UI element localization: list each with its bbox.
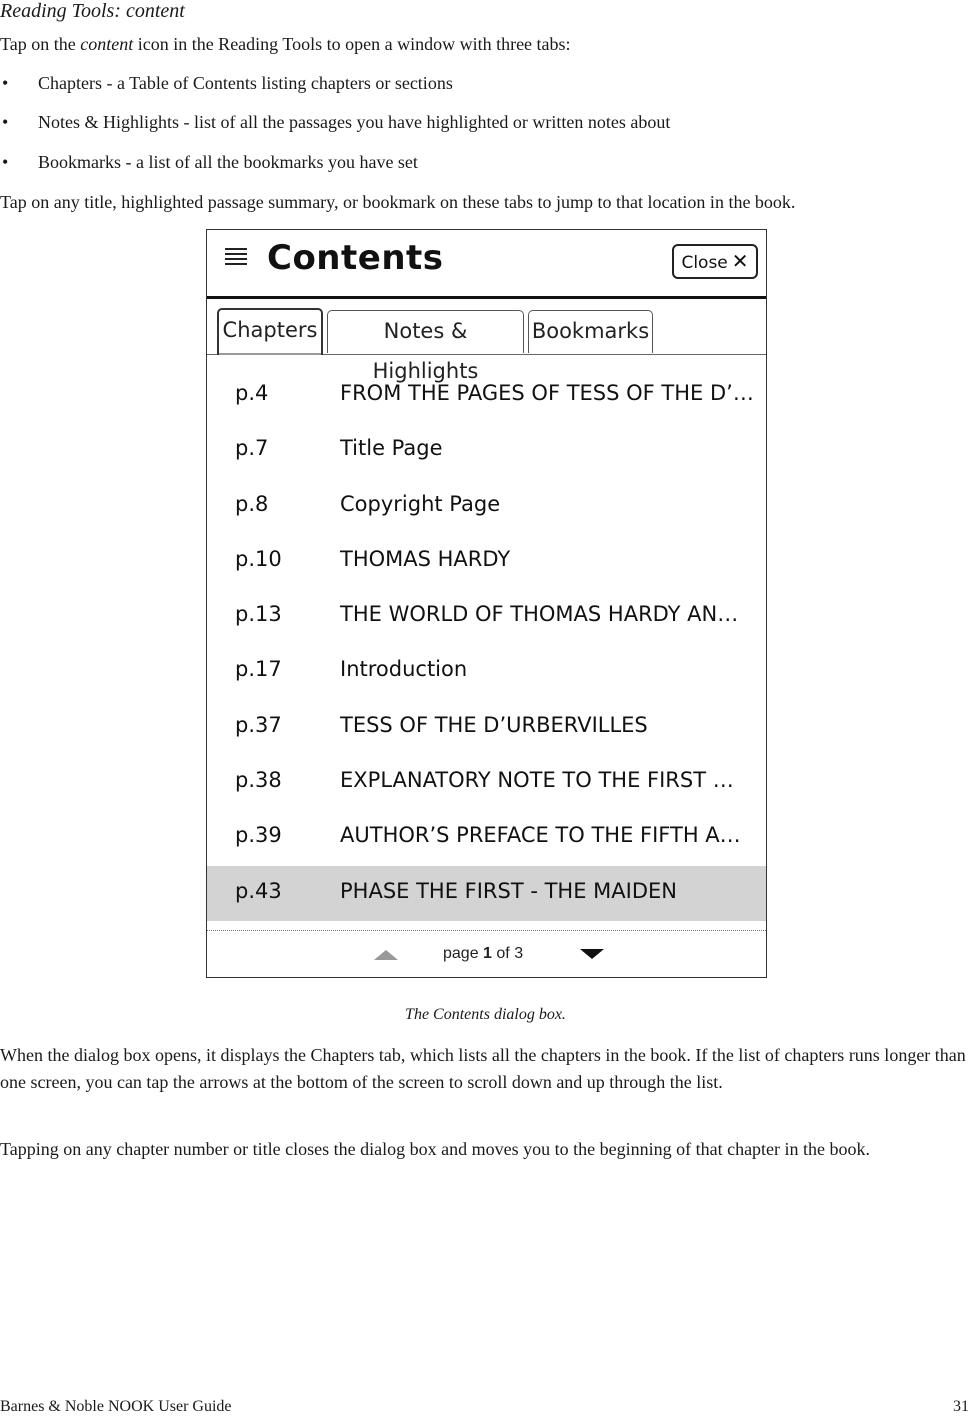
footer-guide-title: Barnes & Noble NOOK User Guide: [0, 1398, 232, 1415]
page-up-arrow-icon[interactable]: [374, 950, 398, 960]
chapter-page: p.39: [235, 823, 282, 848]
footer-page-number: 31: [953, 1398, 969, 1415]
chapter-page: p.8: [235, 491, 269, 516]
chapter-title: AUTHOR’S PREFACE TO THE FIFTH A…: [340, 823, 741, 848]
close-icon: ✕: [731, 249, 749, 273]
chapter-row[interactable]: [207, 589, 766, 644]
intro-after: icon in the Reading Tools to open a window with three tabs:: [133, 34, 571, 54]
intro-emphasis: content: [80, 34, 134, 54]
page-down-arrow-icon[interactable]: [580, 949, 604, 959]
bullet-symbol: •: [2, 152, 9, 172]
tab-notes-highlights[interactable]: Notes & Highlights: [327, 310, 524, 353]
pager-bar: [207, 930, 766, 979]
intro-text: [0, 34, 571, 55]
chapter-page: p.37: [235, 712, 282, 737]
chapter-page: p.7: [235, 436, 269, 461]
bullet-text: Chapters - a Table of Contents listing chapters or sections: [38, 73, 453, 93]
chapter-page: p.4: [235, 381, 269, 405]
paragraph: When the dialog box opens, it displays the Chapters tab, which lists all the chapters in the book. If the list of chapters runs longer than one screen, you can tap the arrows at the bottom of the screen to scroll down and up through the list.: [0, 1045, 966, 1092]
chapter-title: THOMAS HARDY: [340, 546, 511, 571]
chapter-row[interactable]: [207, 644, 766, 699]
dialog-title: Contents: [267, 238, 444, 278]
chapter-page: p.43: [235, 878, 282, 903]
chapter-page: p.38: [235, 768, 282, 793]
paragraph: Tapping on any chapter number or title closes the dialog box and moves you to the beginning of that chapter in the book.: [0, 1139, 871, 1159]
chapter-page: p.10: [235, 546, 282, 571]
chapter-row[interactable]: [207, 423, 766, 478]
dialog-header: [207, 230, 766, 299]
chapter-title: TESS OF THE D’URBERVILLES: [340, 712, 648, 737]
chapter-row[interactable]: [207, 866, 766, 921]
chapter-row[interactable]: [207, 368, 766, 423]
chapter-list: [207, 368, 766, 921]
intro-before: Tap on the: [0, 34, 81, 54]
page-indicator: page 1 of 3: [443, 945, 524, 962]
chapter-row[interactable]: [207, 534, 766, 589]
section-title: Reading Tools: content: [0, 0, 185, 22]
chapter-title: FROM THE PAGES OF TESS OF THE D’…: [340, 381, 754, 405]
chapter-row[interactable]: [207, 810, 766, 865]
chapter-title: Title Page: [340, 436, 443, 461]
tab-bar: [207, 308, 766, 383]
chapter-title: THE WORLD OF THOMAS HARDY AN…: [340, 602, 739, 627]
contents-list-icon: [225, 248, 247, 270]
chapter-page: p.17: [235, 657, 282, 682]
tab-chapters[interactable]: Chapters: [217, 308, 323, 355]
chapter-title: Introduction: [340, 657, 468, 682]
figure-caption: The Contents dialog box.: [405, 1006, 566, 1023]
tab-bookmarks[interactable]: Bookmarks: [528, 310, 653, 353]
close-label: Close: [681, 253, 728, 273]
chapter-row[interactable]: [207, 700, 766, 755]
close-button[interactable]: [672, 244, 758, 279]
chapter-title: EXPLANATORY NOTE TO THE FIRST …: [340, 768, 734, 793]
bullet-symbol: •: [2, 73, 9, 93]
chapter-row[interactable]: [207, 755, 766, 810]
chapter-row[interactable]: [207, 479, 766, 534]
bullet-text: Bookmarks - a list of all the bookmarks you have set: [38, 152, 418, 172]
bullet-symbol: •: [2, 112, 9, 132]
bullet-text: Notes & Highlights - list of all the passages you have highlighted or written notes about: [38, 112, 671, 132]
outro-text: Tap on any title, highlighted passage summary, or bookmark on these tabs to jump to that location in the book.: [0, 192, 796, 212]
chapter-title: Copyright Page: [340, 491, 501, 516]
chapter-page: p.13: [235, 602, 282, 627]
contents-dialog: [206, 229, 767, 978]
chapter-title: PHASE THE FIRST - THE MAIDEN: [340, 878, 677, 903]
